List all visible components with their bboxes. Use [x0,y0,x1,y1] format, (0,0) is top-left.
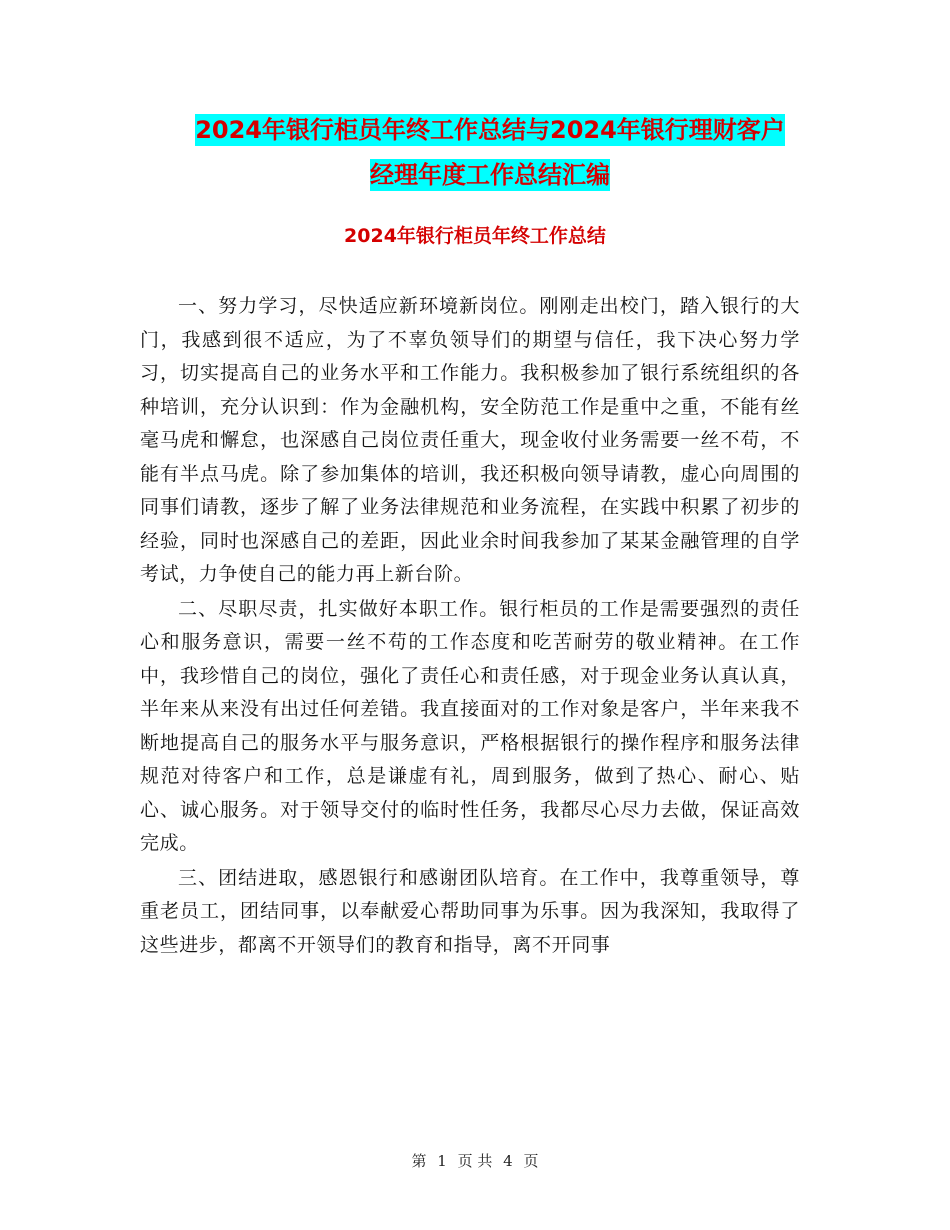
document-body [140,290,800,962]
document-title-line-2: 经理年度工作总结汇编 [370,161,610,189]
footer-page-number: 1 [437,1152,447,1170]
paragraph-1: 一、努力学习，尽快适应新环境新岗位。刚刚走出校门，踏入银行的大门，我感到很不适应，为了不辜负领导们的期望与信任，我下决心努力学习，切实提高自己的业务水平和工作能力。我积极参加了银行系统组织的各种培训，充分认识到：作为金融机构，安全防范工作是重中之重，不能有丝毫马虎和懈怠，也深感自己岗位责任重大，现金收付业务需要一丝不苟，不能有半点马虎。除了参加集体的培训，我还积极向领导请教，虚心向周围的同事们请教，逐步了解了业务法律规范和业务流程，在实践中积累了初步的经验，同时也深感自己的差距，因此业余时间我参加了某某金融管理的自学考试，力争使自己的能力再上新台阶。 [140,295,800,585]
footer-prefix: 第 [411,1152,427,1170]
footer-suffix: 页 [523,1152,539,1170]
document-title [150,108,830,198]
paragraph-3: 三、团结进取，感恩银行和感谢团队培育。在工作中，我尊重领导，尊重老员工，团结同事，以奉献爱心帮助同事为乐事。因为我深知，我取得了这些进步，都离不开领导们的教育和指导，离不开同事 [140,866,800,956]
section-title: 2024年银行柜员年终工作总结 [344,225,606,247]
document-title-line-1: 2024年银行柜员年终工作总结与2024年银行理财客户 [195,116,785,144]
footer-total-pages: 4 [503,1152,513,1170]
page-footer [0,1150,950,1171]
footer-middle: 页 共 [457,1152,493,1170]
paragraph-2: 二、尽职尽责，扎实做好本职工作。银行柜员的工作是需要强烈的责任心和服务意识，需要一丝不苟的工作态度和吃苦耐劳的敬业精神。在工作中，我珍惜自己的岗位，强化了责任心和责任感，对于现金业务认真认真，半年来从来没有出过任何差错。我直接面对的工作对象是客户，半年来我不断地提高自己的服务水平与服务意识，严格根据银行的操作程序和服务法律规范对待客户和工作，总是谦虚有礼，周到服务，做到了热心、耐心、贴心、诚心服务。对于领导交付的临时性任务，我都尽心尽力去做，保证高效完成。 [140,597,800,854]
